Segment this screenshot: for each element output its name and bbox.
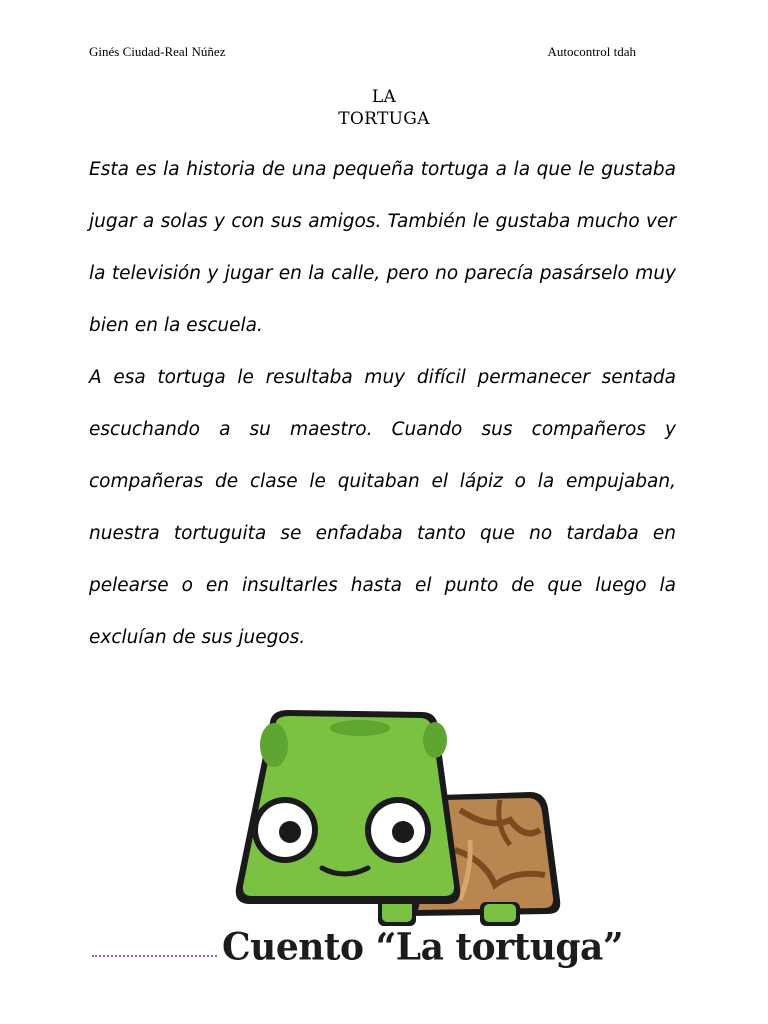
paragraph-1: Esta es la historia de una pequeña tortuga a la que le gustaba jugar a solas y con sus amigos. También le gustaba mucho ver la televisión y jugar en la calle, pero no parecía pasárselo muy bien en la escuela. bbox=[89, 159, 676, 336]
paragraph-2: A esa tortuga le resultaba muy difícil permanecer sentada escuchando a su maestro. Cuando sus compañeros y compañeras de clase le quitaban el lápiz o la empujaban, nuestra tortuguita se enfadaba tanto que no tardaba en pelearse o en insultarles hasta el punto de que luego la excluían de sus juegos. bbox=[89, 367, 676, 648]
document-subject: Autocontrol tdah bbox=[547, 44, 636, 59]
document-title bbox=[0, 86, 768, 130]
title-line-2: TORTUGA bbox=[338, 109, 430, 129]
author-name: Ginés Ciudad-Real Núñez bbox=[89, 44, 226, 59]
page-header bbox=[89, 44, 636, 60]
story-text bbox=[89, 144, 676, 664]
hyperlink-dots[interactable] bbox=[92, 955, 217, 957]
title-line-1: LA bbox=[371, 87, 397, 107]
illustration-caption: Cuento “La tortuga” bbox=[222, 924, 624, 970]
